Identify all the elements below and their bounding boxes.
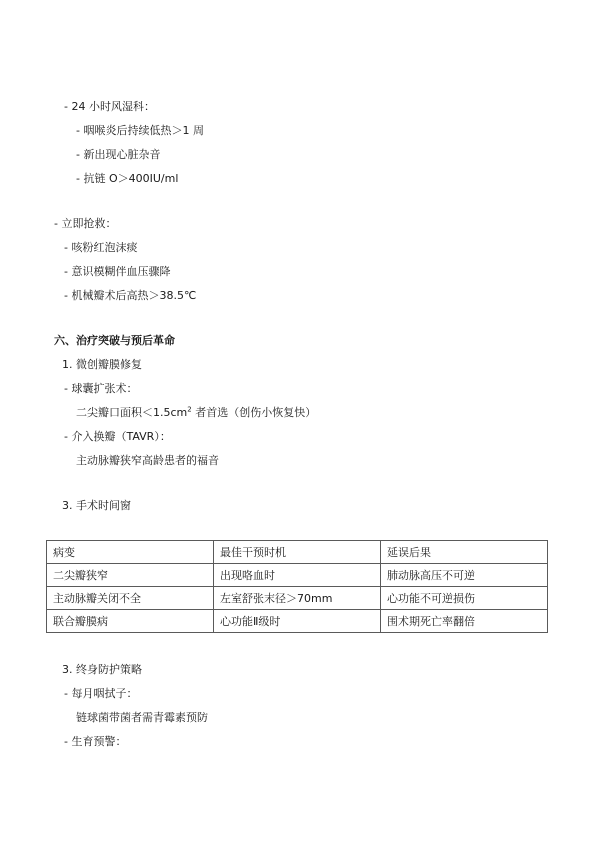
subsection-heading: 1. 微创瓣膜修复 xyxy=(62,358,142,371)
table-cell: 肺动脉高压不可逆 xyxy=(381,564,548,587)
subsection-heading: 3. 手术时间窗 xyxy=(62,499,131,512)
table-cell: 围术期死亡率翻倍 xyxy=(381,610,548,633)
table-row xyxy=(47,587,548,610)
subsection-heading: 3. 终身防护策略 xyxy=(62,663,142,676)
birth-label: - 生育预警： xyxy=(64,735,127,748)
list-item: - 意识模糊伴血压骤降 xyxy=(64,265,171,278)
tavr-description: 主动脉瓣狭窄高龄患者的福音 xyxy=(76,454,219,467)
table-cell: 联合瓣膜病 xyxy=(47,610,214,633)
table-cell: 心功能Ⅱ级时 xyxy=(214,610,381,633)
table-cell: 出现咯血时 xyxy=(214,564,381,587)
list-item: - 咽喉炎后持续低热＞1 周 xyxy=(76,124,204,137)
table-header-row xyxy=(47,541,548,564)
list-item: - 新出现心脏杂音 xyxy=(76,148,161,161)
table-cell: 二尖瓣狭窄 xyxy=(47,564,214,587)
monthly-label: - 每月咽拭子： xyxy=(64,687,138,700)
tavr-label: - 介入换瓣（TAVR）： xyxy=(64,430,171,443)
balloon-label: - 球囊扩张术： xyxy=(64,382,138,395)
table-row xyxy=(47,564,548,587)
table-cell: 心功能不可逆损伤 xyxy=(381,587,548,610)
list-item: - 机械瓣术后高热＞38.5℃ xyxy=(64,289,197,302)
balloon-description: 二尖瓣口面积$<1.5cm^2$ 者首选（创伤小恢复快） xyxy=(76,405,317,419)
section-title: 六、治疗突破与预后革命 xyxy=(54,334,175,347)
monthly-description: 链球菌带菌者需青霉素预防 xyxy=(76,711,208,724)
table-header-cell: 最佳干预时机 xyxy=(214,541,381,564)
timing-table xyxy=(46,540,548,633)
table-header-cell: 延误后果 xyxy=(381,541,548,564)
table-header-cell: 病变 xyxy=(47,541,214,564)
table-row xyxy=(47,610,548,633)
list-item: - 抗链 O＞400IU/ml xyxy=(76,172,179,185)
section-24h-heading: - 24 小时风湿科： xyxy=(64,100,155,113)
table-cell: 主动脉瓣关闭不全 xyxy=(47,587,214,610)
list-item: - 咳粉红泡沫痰 xyxy=(64,241,138,254)
table-cell: 左室舒张末径＞70mm xyxy=(214,587,381,610)
section-rescue-heading: - 立即抢救： xyxy=(54,217,117,230)
